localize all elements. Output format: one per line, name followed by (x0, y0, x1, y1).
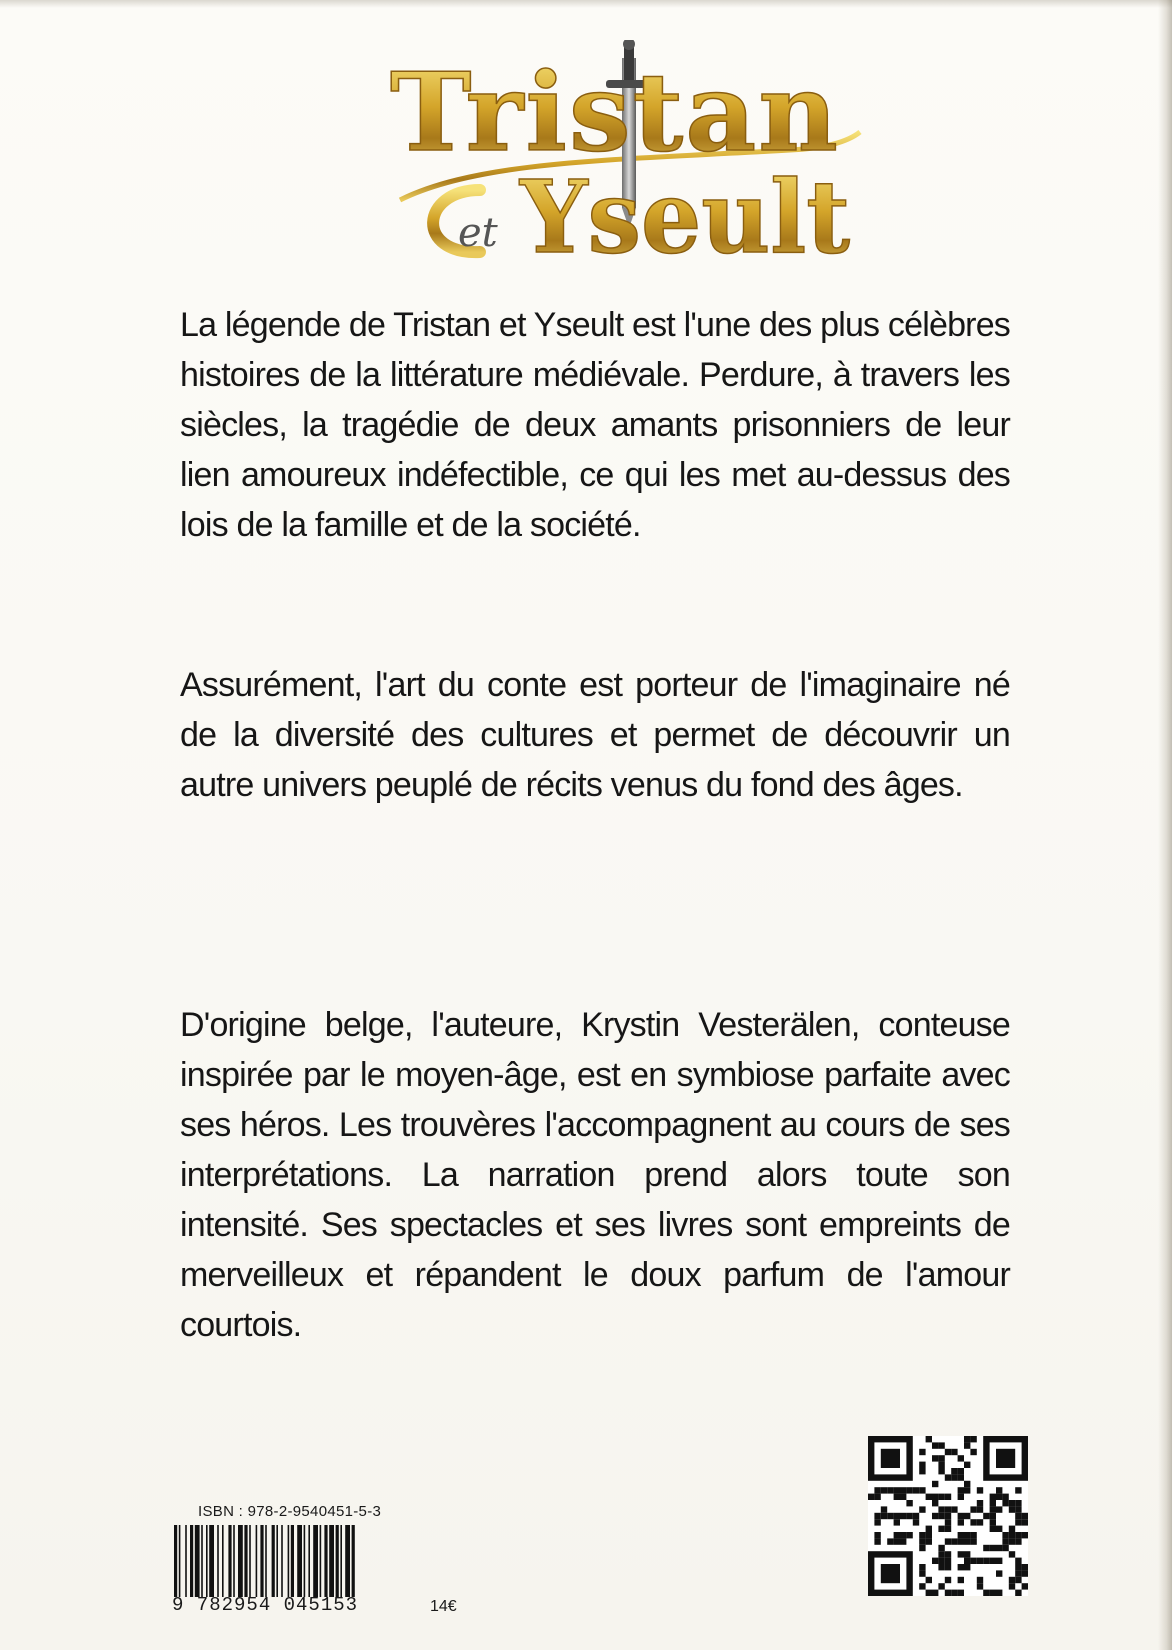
title-logo (360, 40, 880, 270)
isbn-label: ISBN : 978-2-9540451-5-3 (198, 1503, 382, 1520)
barcode-digits: 9 782954 045153 (172, 1594, 359, 1616)
title-word-et: et (458, 210, 498, 256)
title-line-tristan: Tristan (390, 50, 840, 176)
scan-edge-top (0, 0, 1172, 8)
synopsis-text-1: La légende de Tristan et Yseult est l'une des plus célèbres histoires de la littérature médiévale. Perdure, à travers les siècles, la tragédie de deux amants prisonniers de leur lien amoureux indéfectible, ce qui les met au-dessus des lois de la famille et de la société. (180, 306, 1011, 544)
qr-code-icon (868, 1436, 1028, 1596)
price-label: 14€ (430, 1598, 457, 1615)
synopsis-paragraph-1 (180, 300, 1010, 570)
author-bio-text: D'origine belge, l'auteure, Krystin Vesterälen, conteuse inspirée par le moyen-âge, est en symbiose parfaite avec ses héros. Les trouvères l'accompagnent au cours de ses interprétations. La narration prend alors toute son intensité. Ses spectacles et ses livres sont empreints de merveilleux et répandent le doux parfum de l'amour courtois. (180, 1006, 1010, 1344)
synopsis-text-2: Assurément, l'art du conte est porteur de l'imaginaire né de la diversité des cultures et permet de découvrir un autre univers peuplé de récits venus du fond des âges. (180, 666, 1010, 804)
author-bio (180, 1000, 1010, 1370)
scan-edge-right (1158, 0, 1172, 1650)
synopsis-paragraph-2 (180, 660, 1010, 830)
barcode-icon (172, 1525, 412, 1597)
title-line-yseult: Yseult (519, 158, 850, 270)
